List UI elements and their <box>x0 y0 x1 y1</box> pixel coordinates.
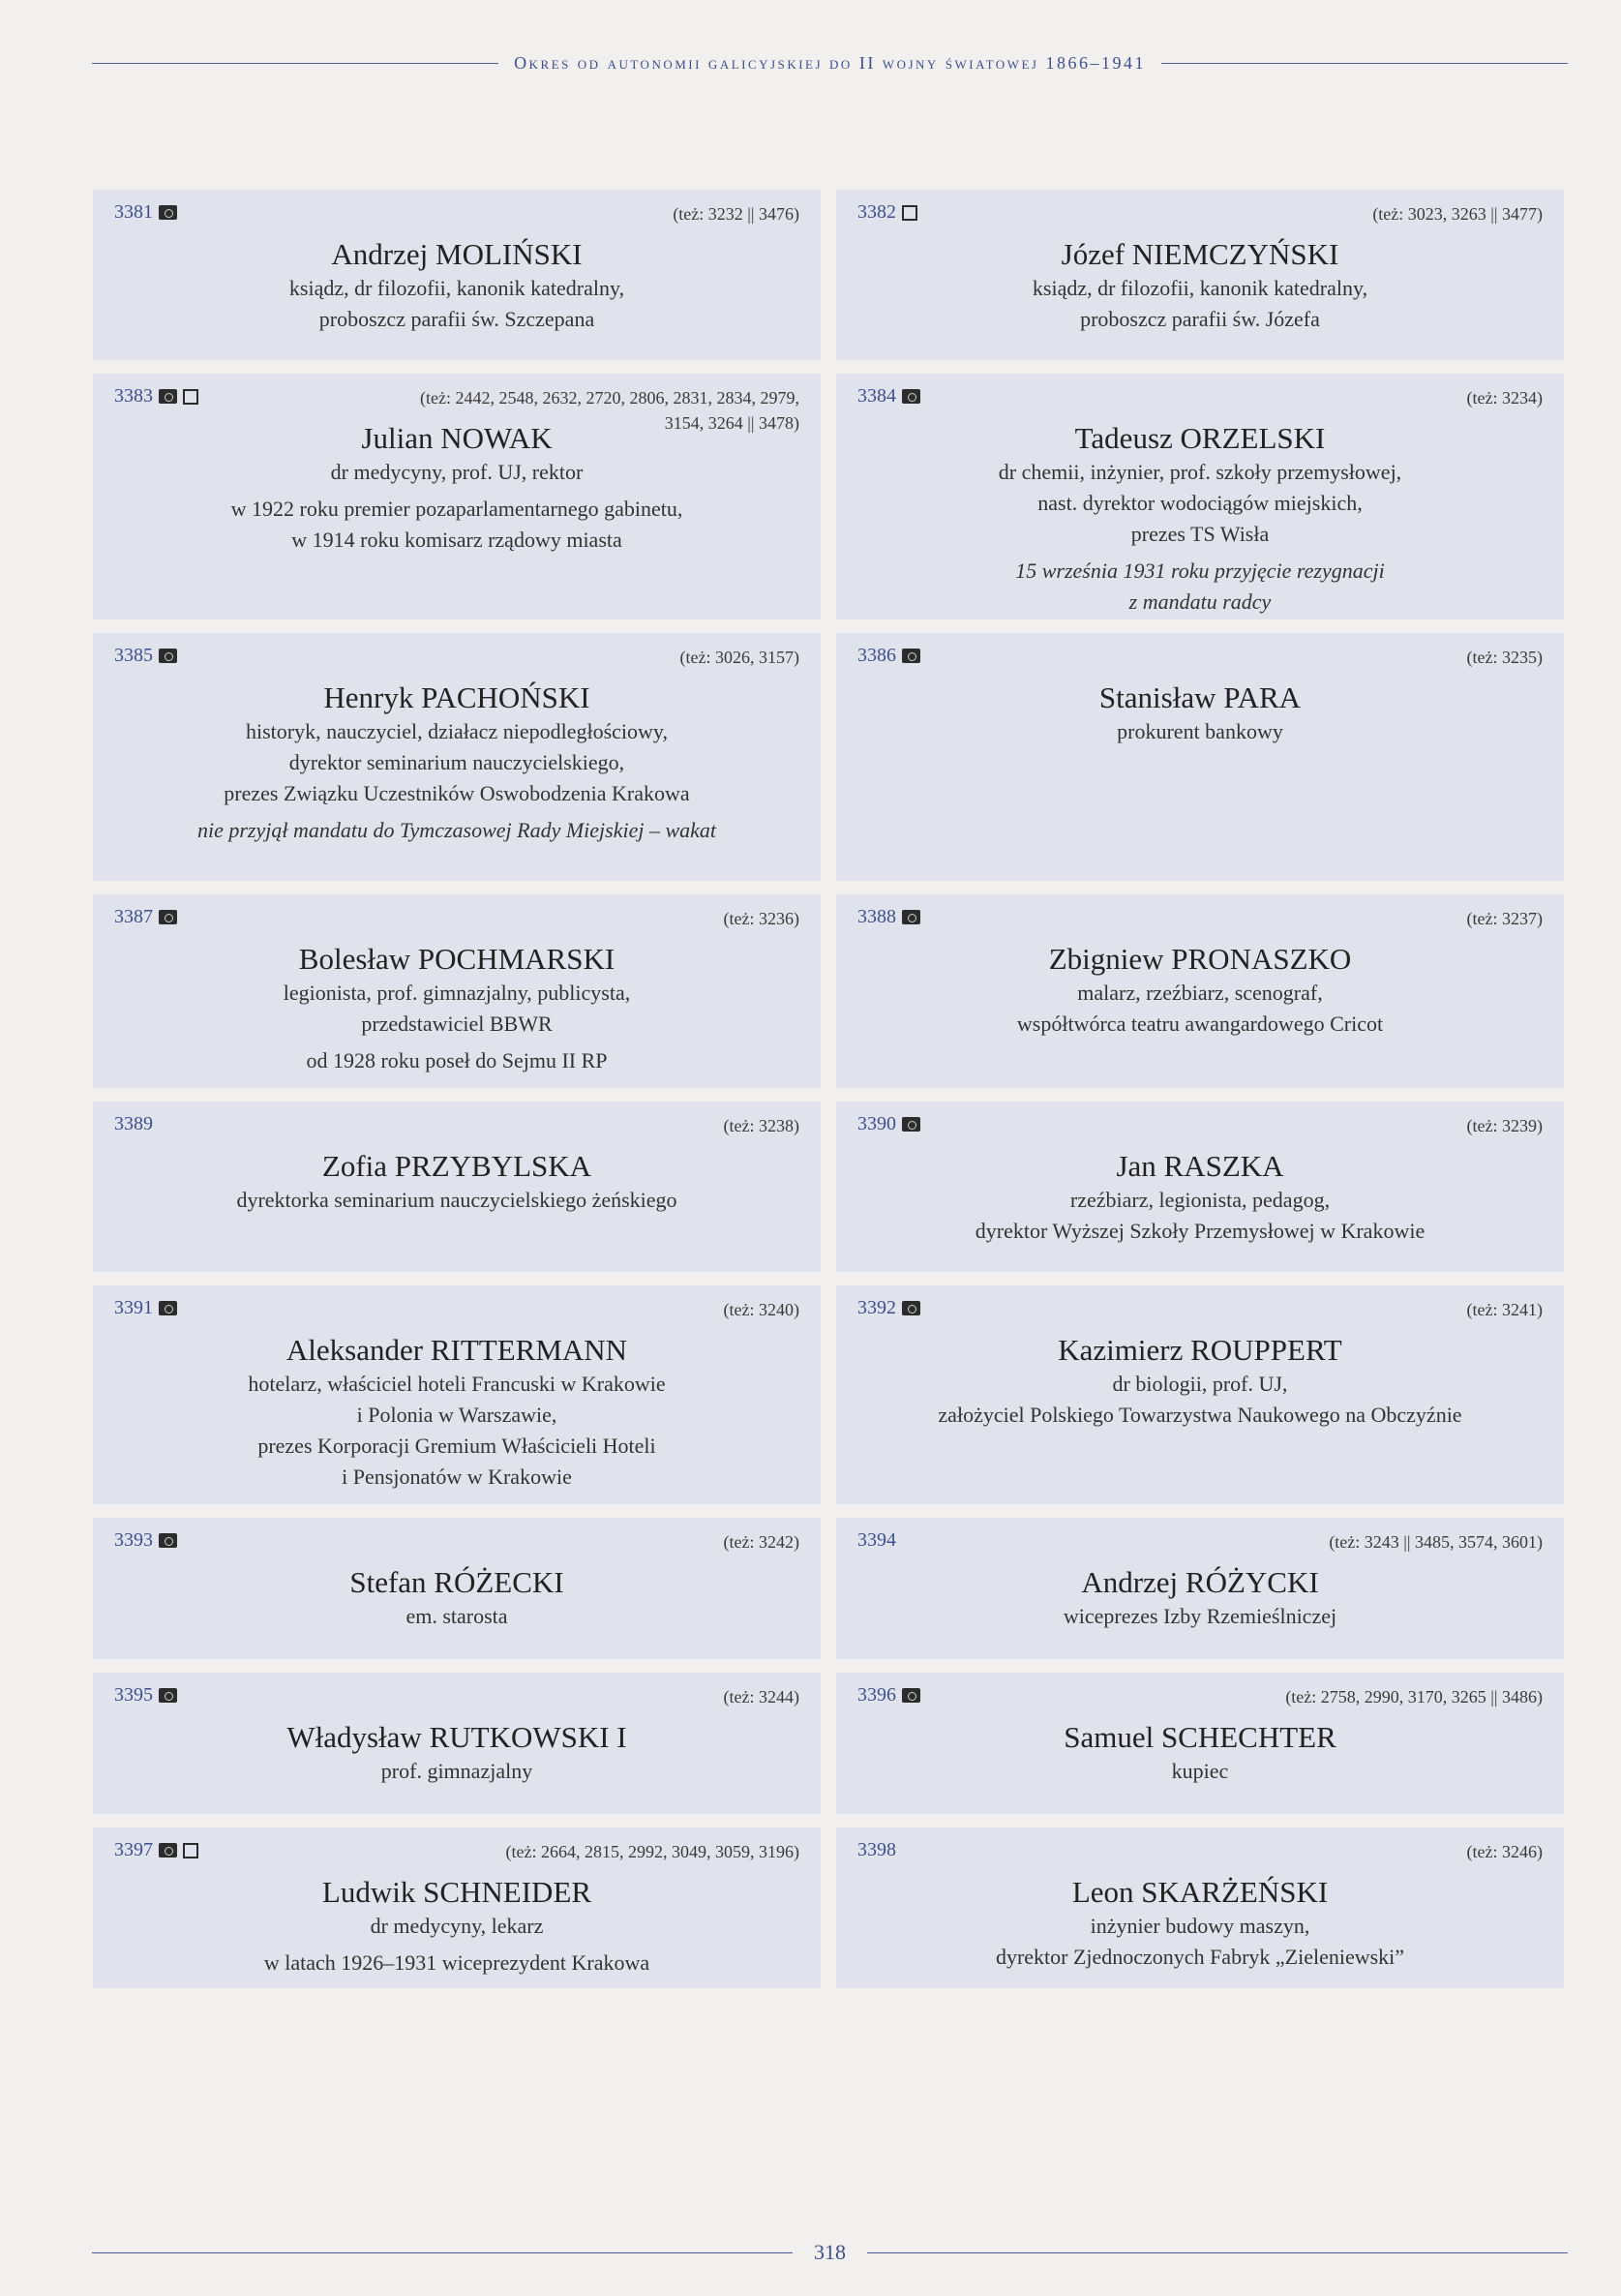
entry-card <box>93 1285 821 1504</box>
entry-card <box>93 1518 821 1659</box>
entry-name: Henryk PACHOŃSKI <box>323 680 590 714</box>
camera-icon <box>159 1533 177 1548</box>
entry-name: Ludwik SCHNEIDER <box>321 1875 592 1909</box>
entry-name: Tadeusz ORZELSKI <box>1074 421 1326 455</box>
entry-number <box>114 1113 153 1135</box>
entry-note-line: w 1914 roku komisarz rządowy miasta <box>291 528 622 552</box>
entry-name: Jan RASZKA <box>1116 1149 1284 1183</box>
entry-cross-references: (też: 2758, 2990, 3170, 3265 || 3486) <box>1285 1687 1543 1707</box>
entry-cross-references: (też: 3232 || 3476) <box>673 204 799 224</box>
entry-note <box>114 494 799 556</box>
entry-top-row <box>114 1839 799 1872</box>
entry-note <box>857 556 1543 618</box>
entry-number-text: 3393 <box>114 1529 153 1551</box>
entry-name: Leon SKARŻEŃSKI <box>1071 1875 1329 1909</box>
entry-number-text: 3388 <box>857 906 896 927</box>
entry-description-line: ksiądz, dr filozofii, kanonik katedralny, <box>288 276 625 300</box>
entry-description-line: inżynier budowy maszyn, <box>1090 1914 1310 1938</box>
camera-icon <box>902 910 920 924</box>
entry-name: Władysław RUTKOWSKI I <box>286 1720 627 1754</box>
entry-description-line: rzeźbiarz, legionista, pedagog, <box>1069 1188 1331 1212</box>
entry-number-text: 3387 <box>114 906 153 927</box>
entry-top-row <box>114 906 799 939</box>
entry-description-line: proboszcz parafii św. Szczepana <box>318 307 595 331</box>
entry-description-line: hotelarz, właściciel hoteli Francuski w Krakowie <box>248 1372 666 1396</box>
entry-description-line: dr biologii, prof. UJ, <box>1112 1372 1288 1396</box>
page-footer <box>92 2236 1568 2269</box>
entry-top-row <box>114 1297 799 1330</box>
entry-number-text: 3389 <box>114 1113 153 1134</box>
entry-description-line: założyciel Polskiego Towarzystwa Naukowego na Obczyźnie <box>938 1403 1462 1427</box>
entry-name: Zofia PRZYBYLSKA <box>321 1149 592 1183</box>
entry-description-line: dr medycyny, prof. UJ, rektor <box>330 460 584 484</box>
entry-number <box>114 201 177 224</box>
entry-description-line: ksiądz, dr filozofii, kanonik katedralny, <box>1032 276 1368 300</box>
entry-top-row <box>857 906 1543 939</box>
entry-cross-references: (też: 3240) <box>723 1300 799 1319</box>
camera-icon <box>159 389 177 404</box>
entry-description-line: malarz, rzeźbiarz, scenograf, <box>1077 981 1323 1005</box>
entry-number-text: 3390 <box>857 1113 896 1134</box>
entry-cross-references: (też: 3239) <box>1466 1116 1543 1135</box>
entry-number <box>857 645 920 667</box>
entry-card <box>836 1518 1564 1659</box>
entry-top-row <box>857 1684 1543 1717</box>
entry-cross-references: (też: 3235) <box>1466 648 1543 667</box>
entry-card <box>836 1285 1564 1504</box>
entry-cross-references: (też: 3246) <box>1466 1842 1543 1861</box>
entry-card <box>93 1102 821 1272</box>
entry-top-row <box>114 645 799 678</box>
running-header <box>92 46 1568 79</box>
entry-number-text: 3384 <box>857 385 896 407</box>
entry-description-line: prokurent bankowy <box>1117 719 1283 743</box>
entry-name: Stanisław PARA <box>1098 680 1302 714</box>
entry-cross-references: (też: 3241) <box>1466 1300 1543 1319</box>
entry-number <box>857 1297 920 1319</box>
entry-number-text: 3383 <box>114 385 153 407</box>
entry-card <box>836 1673 1564 1814</box>
entry-top-row <box>857 1839 1543 1872</box>
entry-cross-references: (też: 2442, 2548, 2632, 2720, 2806, 2831, 2834, 2979, 3154, 3264 || 3478) <box>420 388 799 433</box>
entry-number <box>857 1684 920 1707</box>
entry-number-text: 3392 <box>857 1297 896 1318</box>
entry-number <box>114 385 198 408</box>
entry-note <box>114 1045 799 1076</box>
entry-number-text: 3391 <box>114 1297 153 1318</box>
camera-icon <box>902 1117 920 1132</box>
entry-card <box>836 894 1564 1088</box>
entry-top-row <box>857 201 1543 234</box>
entry-name: Aleksander RITTERMANN <box>285 1333 628 1367</box>
entry-description-line: historyk, nauczyciel, działacz niepodległościowy, <box>246 719 668 743</box>
entry-number <box>114 906 177 928</box>
square-icon <box>902 205 917 221</box>
entry-name: Kazimierz ROUPPERT <box>1058 1333 1342 1367</box>
entry-description-line: prezes Korporacji Gremium Właścicieli Hoteli <box>257 1434 656 1458</box>
entry-name: Stefan RÓŻECKI <box>349 1565 564 1599</box>
entry-name: Andrzej RÓŻYCKI <box>1081 1565 1319 1599</box>
entry-top-row <box>114 385 799 433</box>
entry-card <box>93 1828 821 1988</box>
entry-description-line: współtwórca teatru awangardowego Cricot <box>1016 1012 1384 1036</box>
entry-number <box>114 645 177 667</box>
entry-cross-references: (też: 3236) <box>723 909 799 928</box>
entry-description-line: dyrektor Zjednoczonych Fabryk „Zieleniewski” <box>995 1945 1405 1969</box>
entry-number-text: 3398 <box>857 1839 896 1860</box>
entry-number <box>114 1684 177 1707</box>
entry-number <box>114 1529 177 1552</box>
entry-number <box>857 201 917 224</box>
entry-number-text: 3397 <box>114 1839 153 1860</box>
entry-card <box>93 1673 821 1814</box>
entry-note-line: z mandatu radcy <box>1128 589 1272 614</box>
footer-rule-left <box>92 2252 793 2253</box>
header-rule-left <box>92 63 498 64</box>
entry-description-line: legionista, prof. gimnazjalny, publicysta, <box>283 981 631 1005</box>
entry-cross-references: (też: 3244) <box>723 1687 799 1707</box>
camera-icon <box>902 389 920 404</box>
entry-description-line: proboszcz parafii św. Józefa <box>1080 307 1320 331</box>
entry-description-line: dyrektor seminarium nauczycielskiego, <box>288 750 625 774</box>
entry-top-row <box>857 1113 1543 1146</box>
entry-cross-references: (też: 3237) <box>1466 909 1543 928</box>
entry-number <box>857 1839 896 1861</box>
entry-card <box>93 374 821 619</box>
header-rule-right <box>1161 63 1568 64</box>
entry-card <box>93 894 821 1088</box>
entry-cross-references: (też: 2664, 2815, 2992, 3049, 3059, 3196) <box>505 1842 799 1861</box>
entry-name: Julian NOWAK <box>361 421 553 455</box>
camera-icon <box>159 1843 177 1858</box>
footer-rule-right <box>867 2252 1568 2253</box>
entry-description-line: dyrektorka seminarium nauczycielskiego żeńskiego <box>236 1188 677 1212</box>
entry-description-line: prezes Związku Uczestników Oswobodzenia Krakowa <box>224 781 690 805</box>
entry-note <box>114 1948 799 1979</box>
entry-top-row <box>114 1529 799 1562</box>
page-number: 318 <box>814 2240 846 2264</box>
entry-description-line: przedstawiciel BBWR <box>361 1012 553 1036</box>
camera-icon <box>159 1688 177 1703</box>
entry-description-line: prezes TS Wisła <box>1130 522 1270 546</box>
entry-description-line: prof. gimnazjalny <box>380 1759 533 1783</box>
entry-number-text: 3394 <box>857 1529 896 1551</box>
entry-description-line: i Polonia w Warszawie, <box>356 1403 557 1427</box>
entry-note-line: od 1928 roku poseł do Sejmu II RP <box>306 1048 608 1072</box>
entry-number <box>857 385 920 408</box>
entry-note-line: w 1922 roku premier pozaparlamentarnego gabinetu, <box>230 497 683 521</box>
entry-name: Józef NIEMCZYŃSKI <box>1061 237 1339 271</box>
camera-icon <box>902 1301 920 1315</box>
entry-note <box>114 815 799 846</box>
entry-card <box>93 633 821 881</box>
entry-number-text: 3395 <box>114 1684 153 1706</box>
entry-description-line: em. starosta <box>405 1604 508 1628</box>
entry-number-text: 3386 <box>857 645 896 666</box>
camera-icon <box>159 649 177 663</box>
entry-top-row <box>114 1113 799 1146</box>
header-title: Okres od autonomii galicyjskiej do II wojny światowej 1866–1941 <box>514 52 1146 73</box>
entry-name: Andrzej MOLIŃSKI <box>331 237 583 271</box>
entry-description-line: nast. dyrektor wodociągów miejskich, <box>1037 491 1363 515</box>
entry-cross-references: (też: 3243 || 3485, 3574, 3601) <box>1329 1532 1543 1552</box>
entry-cross-references: (też: 3026, 3157) <box>679 648 799 667</box>
entry-top-row <box>114 201 799 234</box>
entry-number <box>114 1839 198 1861</box>
entry-number <box>857 1529 896 1552</box>
entry-cross-references: (też: 3242) <box>723 1532 799 1552</box>
camera-icon <box>159 1301 177 1315</box>
camera-icon <box>902 649 920 663</box>
entry-name: Zbigniew PRONASZKO <box>1048 942 1352 976</box>
entry-top-row <box>857 645 1543 678</box>
square-icon <box>183 389 198 405</box>
entry-description-line: dyrektor Wyższej Szkoły Przemysłowej w Krakowie <box>975 1219 1426 1243</box>
entry-name: Samuel SCHECHTER <box>1064 1720 1336 1754</box>
entry-top-row <box>857 1529 1543 1562</box>
entry-top-row <box>857 385 1543 418</box>
entry-description-line: dr medycyny, lekarz <box>370 1914 544 1938</box>
entry-number-text: 3396 <box>857 1684 896 1706</box>
entries-grid <box>93 190 1564 2002</box>
entry-note-line: w latach 1926–1931 wiceprezydent Krakowa <box>263 1950 650 1975</box>
entry-description-line: i Pensjonatów w Krakowie <box>342 1465 572 1489</box>
square-icon <box>183 1843 198 1858</box>
entry-note-line: nie przyjął mandatu do Tymczasowej Rady Miejskiej – wakat <box>196 818 717 842</box>
entry-card <box>93 190 821 360</box>
entry-card <box>836 190 1564 360</box>
entry-cross-references: (też: 3238) <box>723 1116 799 1135</box>
camera-icon <box>159 205 177 220</box>
entry-card <box>836 1102 1564 1272</box>
entry-number-text: 3381 <box>114 201 153 223</box>
entry-top-row <box>114 1684 799 1717</box>
entry-description-line: dr chemii, inżynier, prof. szkoły przemysłowej, <box>998 460 1402 484</box>
camera-icon <box>902 1688 920 1703</box>
entry-number-text: 3385 <box>114 645 153 666</box>
entry-note-line: 15 września 1931 roku przyjęcie rezygnacji <box>1015 559 1385 583</box>
entry-cross-references: (też: 3234) <box>1466 388 1543 408</box>
entry-number <box>857 1113 920 1135</box>
entry-cross-references: (też: 3023, 3263 || 3477) <box>1372 204 1543 224</box>
camera-icon <box>159 910 177 924</box>
entry-description-line: wiceprezes Izby Rzemieślniczej <box>1063 1604 1337 1628</box>
entry-card <box>836 1828 1564 1988</box>
entry-number <box>857 906 920 928</box>
entry-number-text: 3382 <box>857 201 896 223</box>
entry-name: Bolesław POCHMARSKI <box>298 942 615 976</box>
entry-number <box>114 1297 177 1319</box>
entry-description-line: kupiec <box>1171 1759 1229 1783</box>
entry-card <box>836 374 1564 619</box>
entry-card <box>836 633 1564 881</box>
entry-top-row <box>857 1297 1543 1330</box>
